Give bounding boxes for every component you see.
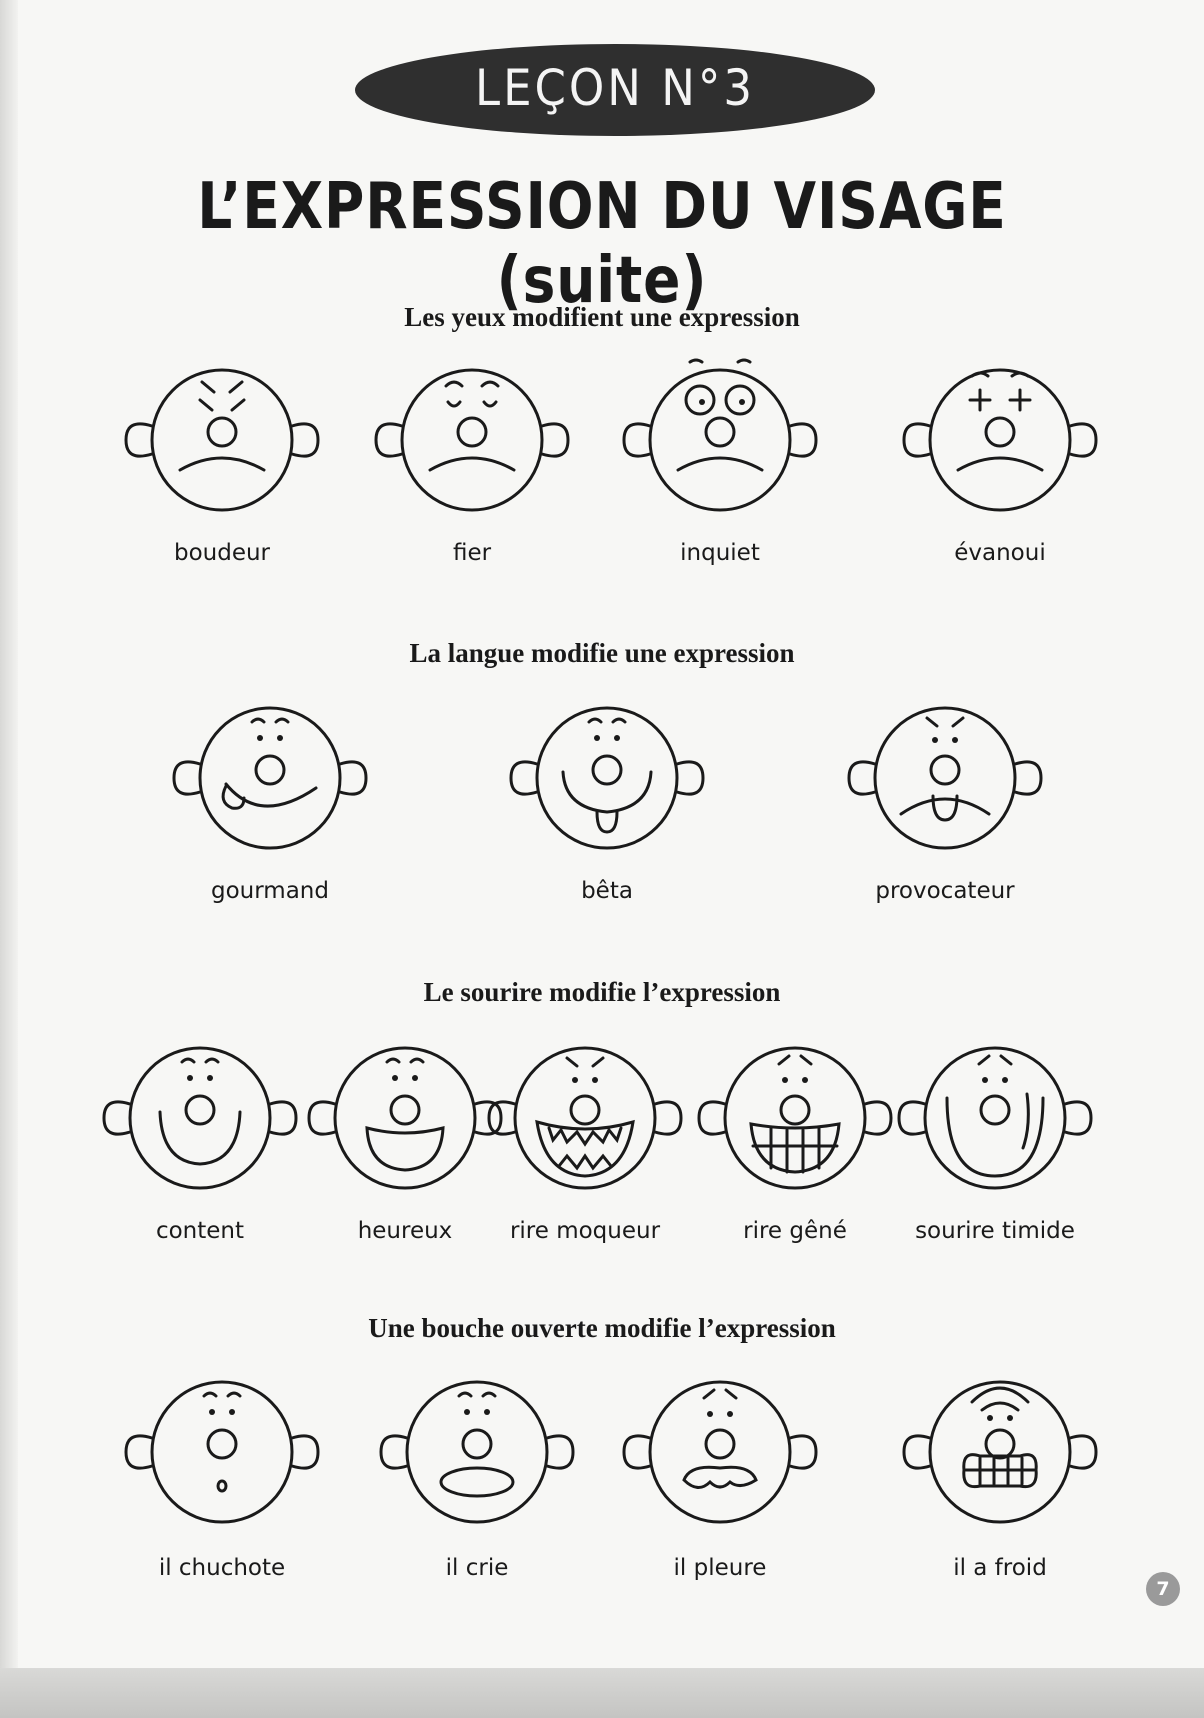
face-label-sourire-timide: sourire timide <box>915 1218 1075 1244</box>
face-label-provocateur: provocateur <box>875 878 1015 904</box>
face-drawing-gourmand <box>150 678 390 878</box>
page-title: L’EXPRESSION DU VISAGE (suite) <box>197 170 1007 318</box>
section-heading-open-mouth: Une bouche ouverte modifie l’expression <box>368 1313 836 1343</box>
lesson-label: LEÇON N°3 <box>475 59 755 117</box>
face-label-beta: bêta <box>581 878 633 904</box>
section-heading-eyes: Les yeux modifient une expression <box>404 302 800 332</box>
section-heading-tongue: La langue modifie une expression <box>409 638 795 668</box>
face-drawing-content <box>80 1018 320 1218</box>
face-drawing-inquiet <box>600 340 840 540</box>
section-heading-smile: Le sourire modifie l’expression <box>423 977 781 1007</box>
face-drawing-sourire-timide <box>875 1018 1115 1218</box>
face-drawing-il-crie <box>357 1352 597 1552</box>
face-drawing-il-pleure <box>600 1352 840 1552</box>
face-drawing-evanoui <box>880 340 1120 540</box>
scan-bottom-band <box>0 1668 1204 1718</box>
face-drawing-fier <box>352 340 592 540</box>
page-number: 7 <box>1146 1572 1180 1606</box>
face-label-gourmand: gourmand <box>211 878 329 904</box>
face-drawing-il-a-froid <box>880 1352 1120 1552</box>
face-label-content: content <box>155 1218 245 1244</box>
face-drawing-rire-moqueur <box>465 1018 705 1218</box>
face-label-il-a-froid: il a froid <box>953 1555 1047 1581</box>
face-label-il-crie: il crie <box>445 1555 509 1581</box>
face-label-rire-moqueur: rire moqueur <box>509 1218 661 1244</box>
face-label-boudeur: boudeur <box>173 540 271 566</box>
face-label-inquiet: inquiet <box>680 540 760 566</box>
face-drawing-beta <box>487 678 727 878</box>
face-label-il-pleure: il pleure <box>673 1555 767 1581</box>
face-drawing-boudeur <box>102 340 342 540</box>
face-label-heureux: heureux <box>357 1218 453 1244</box>
face-label-evanoui: évanoui <box>954 540 1046 566</box>
face-drawing-provocateur <box>825 678 1065 878</box>
page-edge-shadow <box>0 0 18 1718</box>
face-drawing-il-chuchote <box>102 1352 342 1552</box>
face-label-fier: fier <box>452 540 492 566</box>
face-label-il-chuchote: il chuchote <box>158 1555 286 1581</box>
face-label-rire-gene: rire gêné <box>743 1218 847 1244</box>
